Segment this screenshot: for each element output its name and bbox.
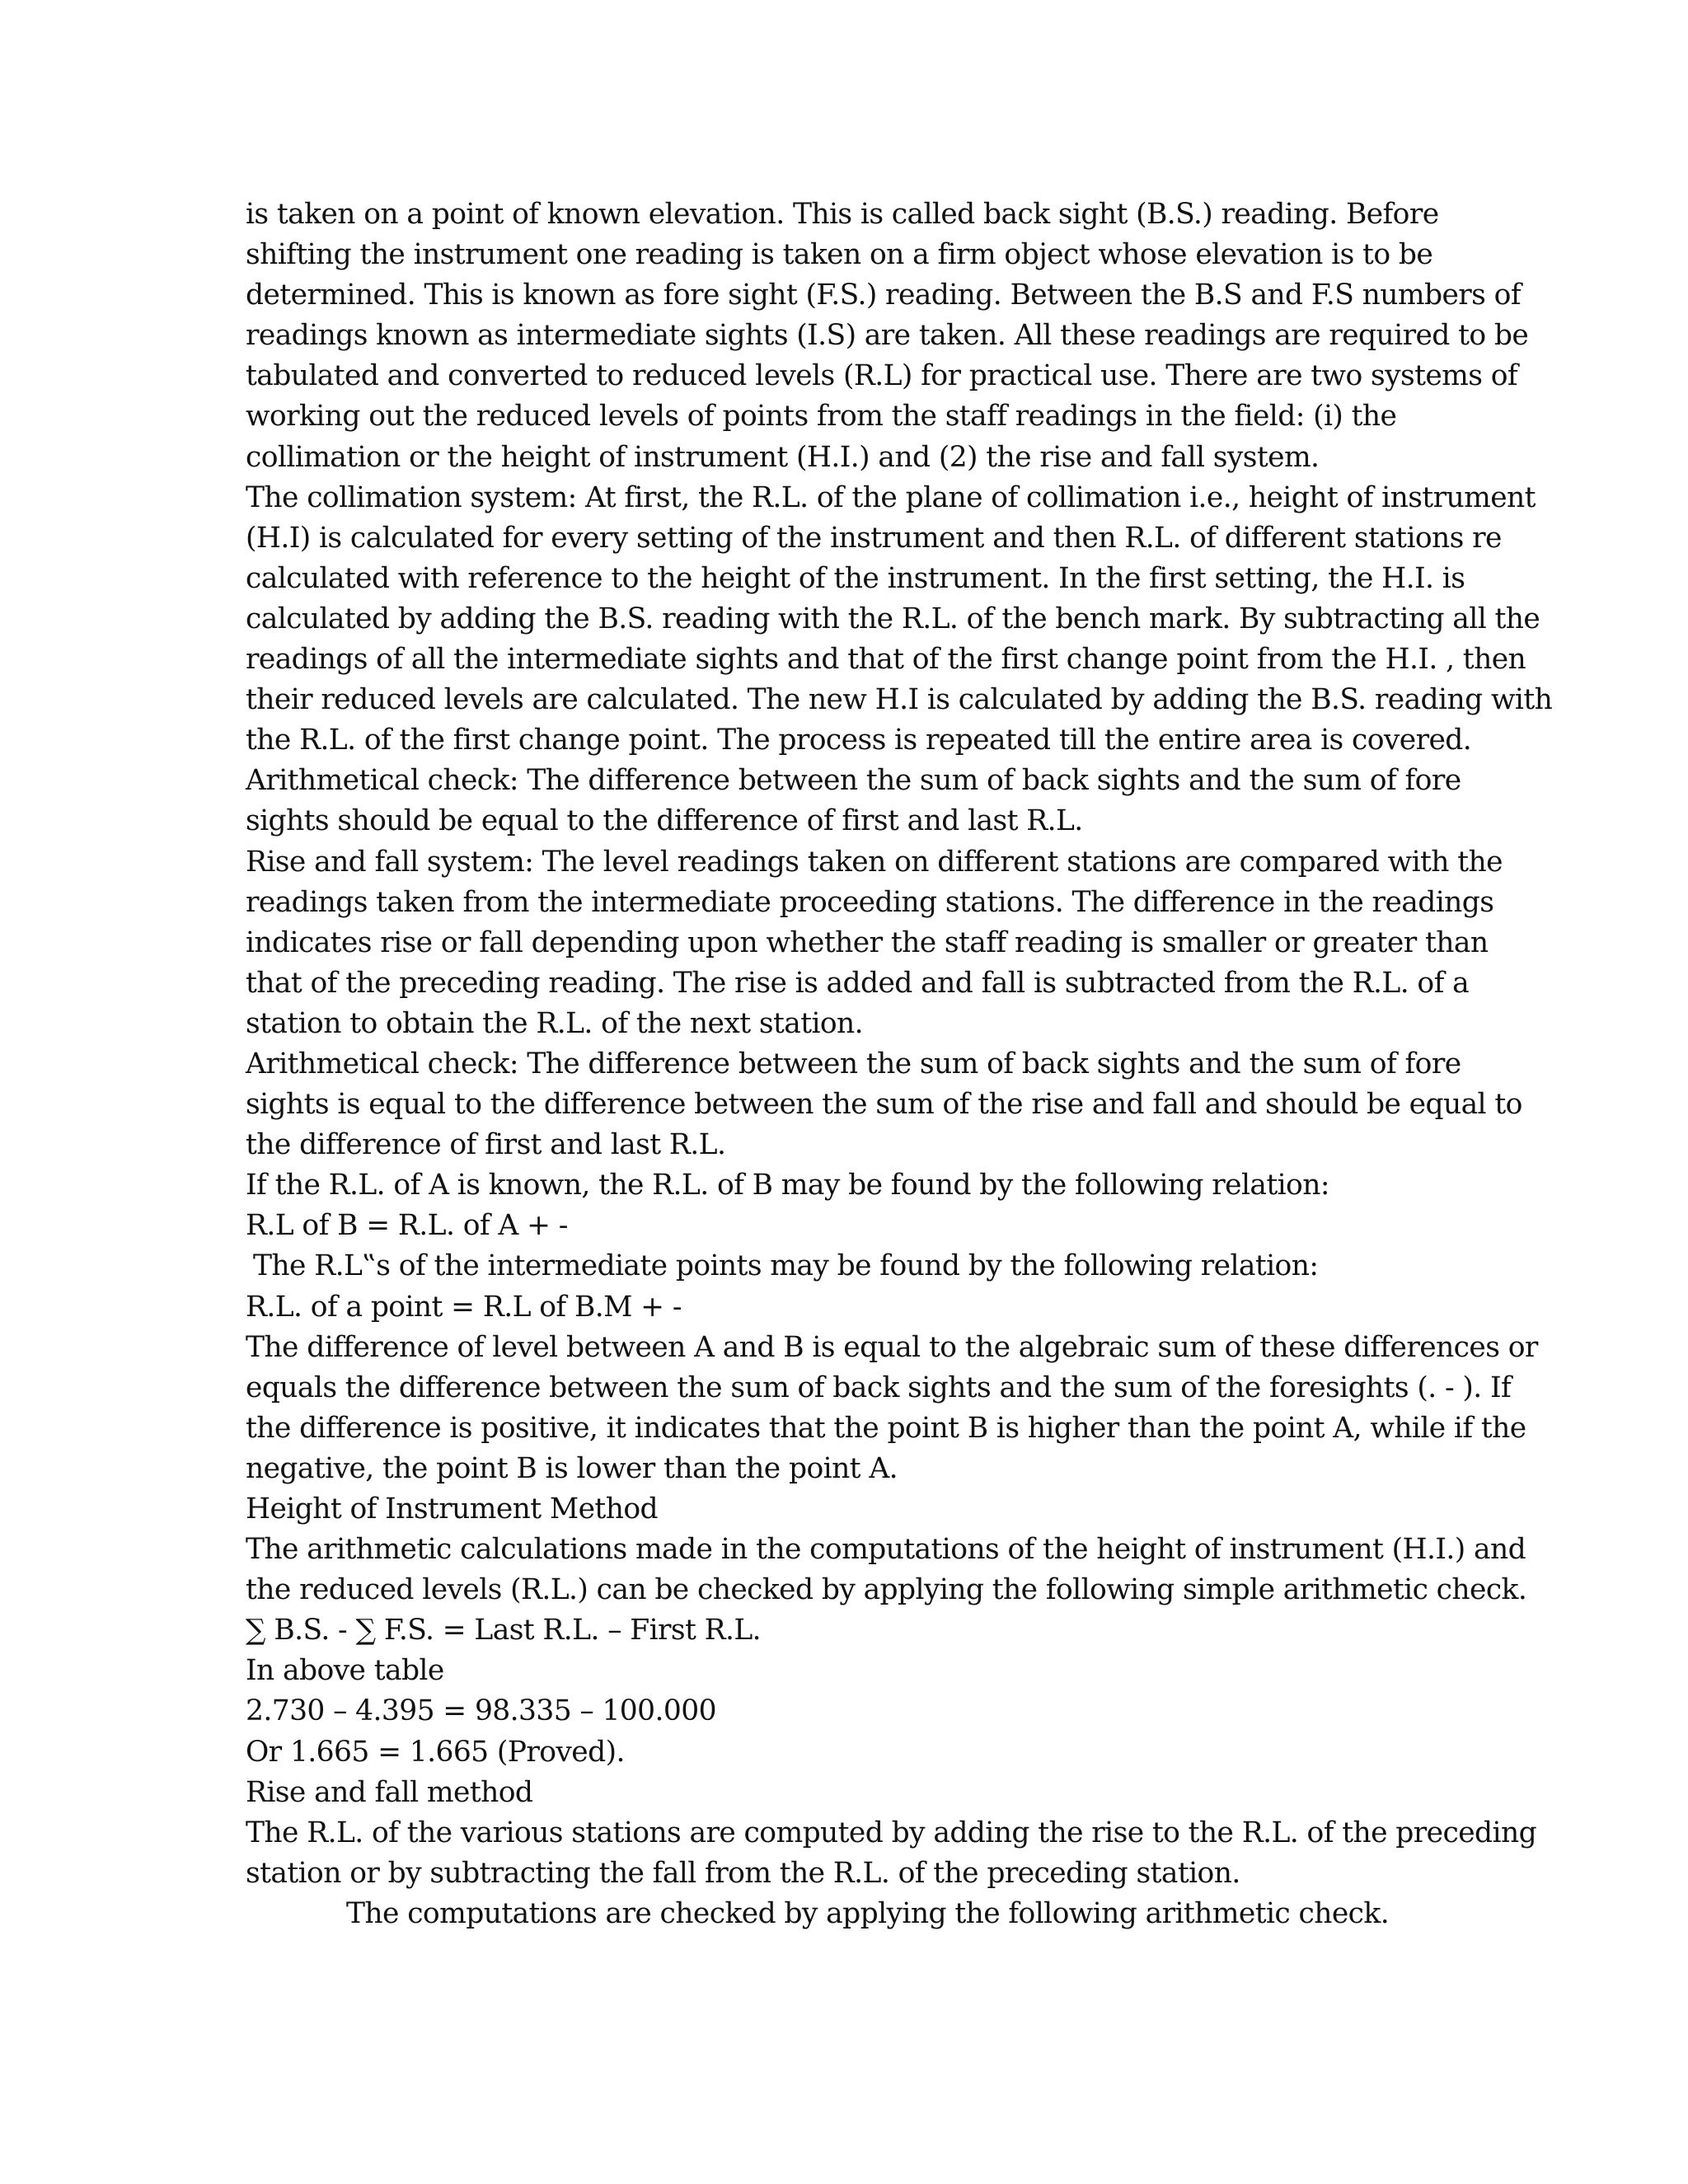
text-line: indicates rise or fall depending upon whether the staff reading is smaller or greater than <box>246 926 1489 959</box>
text-line: equals the difference between the sum of back sights and the sum of the foresights (. - ). If <box>246 1371 1512 1404</box>
text-line: Arithmetical check: The difference between the sum of back sights and the sum of fore <box>246 764 1461 798</box>
text-line: is taken on a point of known elevation. This is called back sight (B.S.) reading. Before <box>246 198 1439 231</box>
text-line: calculated with reference to the height of the instrument. In the first setting, the H.I. is <box>246 561 1465 595</box>
text-line: The R.L. of the various stations are computed by adding the rise to the R.L. of the preceding <box>246 1816 1537 1849</box>
section-heading: Rise and fall method <box>246 1775 533 1809</box>
text-line: In above table <box>246 1654 444 1688</box>
text-line: the reduced levels (R.L.) can be checked by applying the following simple arithmetic check. <box>246 1573 1527 1607</box>
text-line: collimation or the height of instrument (H.I.) and (2) the rise and fall system. <box>246 440 1320 474</box>
text-line: tabulated and converted to reduced levels (R.L) for practical use. There are two systems of <box>246 359 1518 393</box>
text-line: calculated by adding the B.S. reading with the R.L. of the bench mark. By subtracting all the <box>246 602 1540 635</box>
text-line: readings taken from the intermediate proceeding stations. The difference in the readings <box>246 885 1494 919</box>
text-line: Rise and fall system: The level readings taken on different stations are compared with the <box>246 845 1503 879</box>
text-line: their reduced levels are calculated. The new H.I is calculated by adding the B.S. reading with <box>246 683 1553 717</box>
text-line: The computations are checked by applying the following arithmetic check. <box>346 1896 1390 1930</box>
formula-line: 2.730 – 4.395 = 98.335 – 100.000 <box>246 1694 716 1728</box>
text-line: negative, the point B is lower than the point A. <box>246 1451 898 1485</box>
text-line: sights should be equal to the difference of first and last R.L. <box>246 804 1083 838</box>
section-heading: Height of Instrument Method <box>246 1493 658 1526</box>
text-line: readings known as intermediate sights (I.S) are taken. All these readings are required to be <box>246 319 1529 353</box>
text-line: working out the reduced levels of points from the staff readings in the field: (i) the <box>246 400 1397 434</box>
formula-line: Or 1.665 = 1.665 (Proved). <box>246 1735 625 1769</box>
text-line: the difference of first and last R.L. <box>246 1128 726 1162</box>
text-line: the R.L. of the first change point. The process is repeated till the entire area is covered. <box>246 724 1472 757</box>
text-line: shifting the instrument one reading is taken on a firm object whose elevation is to be <box>246 238 1433 272</box>
text-line: that of the preceding reading. The rise is added and fall is subtracted from the R.L. of a <box>246 966 1470 1000</box>
text-line: The difference of level between A and B is equal to the algebraic sum of these differences or <box>246 1330 1538 1364</box>
text-line: sights is equal to the difference between the sum of the rise and fall and should be equal to <box>246 1088 1522 1122</box>
text-line: station to obtain the R.L. of the next station. <box>246 1006 864 1040</box>
text-line: readings of all the intermediate sights and that of the first change point from the H.I. , then <box>246 643 1526 677</box>
body-text <box>246 194 1553 1934</box>
text-line: the difference is positive, it indicates that the point B is higher than the point A, while if the <box>246 1411 1526 1445</box>
text-line: (H.I) is calculated for every setting of the instrument and then R.L. of different stations re <box>246 521 1502 555</box>
text-line: Arithmetical check: The difference between the sum of back sights and the sum of fore <box>246 1047 1461 1080</box>
text-line: determined. This is known as fore sight (F.S.) reading. Between the B.S and F.S numbers of <box>246 279 1521 312</box>
text-line: If the R.L. of A is known, the R.L. of B may be found by the following relation: <box>246 1169 1329 1202</box>
formula-line: ∑ B.S. - ∑ F.S. = Last R.L. – First R.L. <box>246 1614 762 1647</box>
formula-line: R.L. of a point = R.L of B.M + - <box>246 1290 682 1324</box>
text-line: The R.L‟s of the intermediate points may be found by the following relation: <box>253 1249 1319 1283</box>
text-line: station or by subtracting the fall from the R.L. of the preceding station. <box>246 1856 1240 1890</box>
formula-line: R.L of B = R.L. of A + - <box>246 1209 568 1243</box>
text-line: The arithmetic calculations made in the computations of the height of instrument (H.I.) and <box>246 1533 1526 1567</box>
text-line: The collimation system: At first, the R.L. of the plane of collimation i.e., height of instrument <box>246 480 1536 514</box>
